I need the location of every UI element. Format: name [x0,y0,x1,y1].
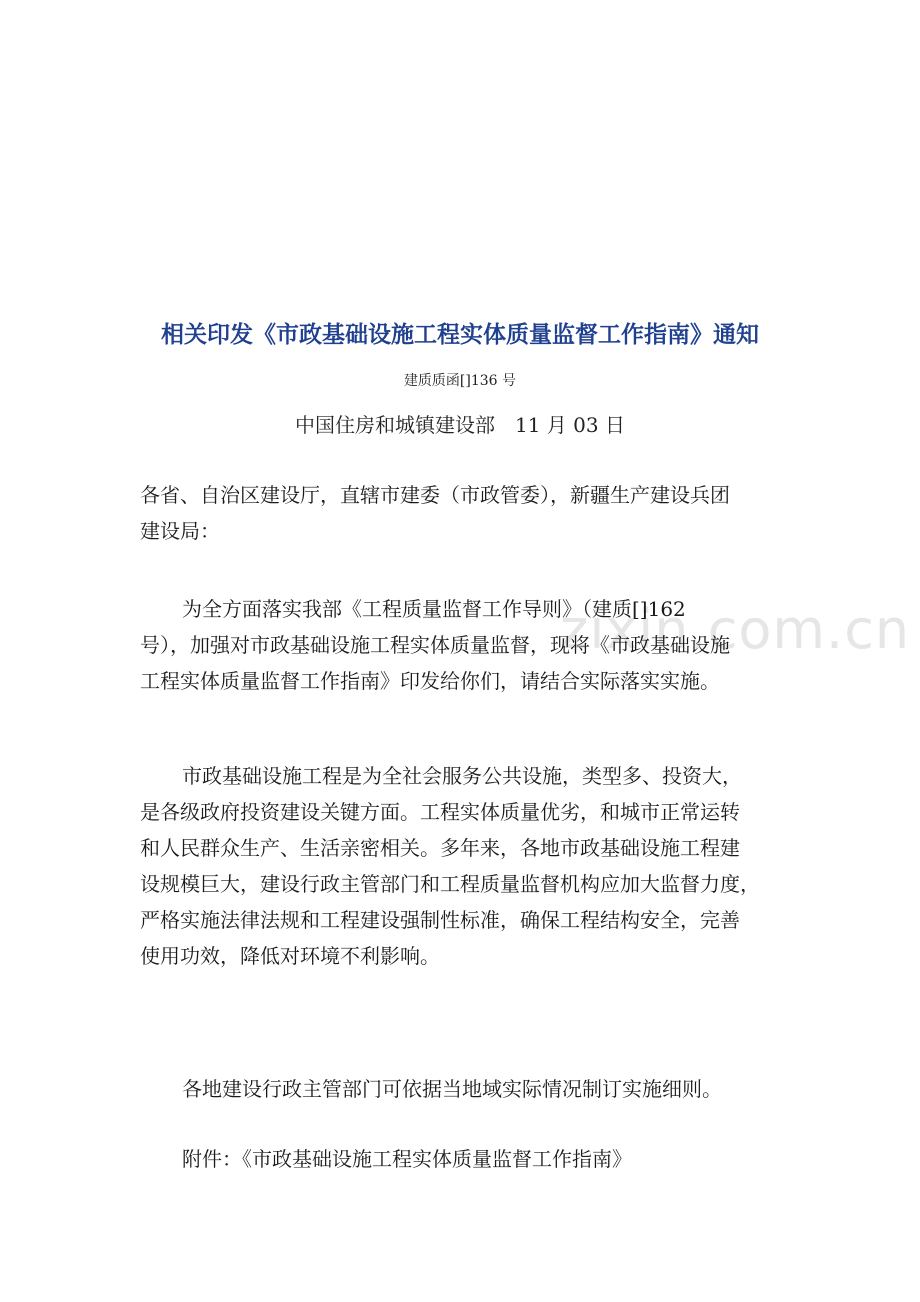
addressee-line: 建设局： [140,519,220,543]
paragraph-line: 严格实施法律法规和工程建设强制性标准，确保工程结构安全，完善 [140,908,740,932]
paragraph-line: 是各级政府投资建设关键方面。工程实体质量优劣，和城市正常运转 [140,800,740,824]
paragraph-line: 使用功效，降低对环境不利影响。 [140,944,440,968]
paragraph-line: 各地建设行政主管部门可依据当地域实际情况制订实施细则。 [182,1077,722,1101]
paragraph-line: 和人民群众生产、生活亲密相关。多年来，各地市政基础设施工程建 [140,836,740,860]
paragraph-3 [140,1071,790,1107]
document-number: 建质质函[]136 号 [403,373,517,389]
document-title: 相关印发《市政基础设施工程实体质量监督工作指南》通知 [161,322,759,348]
paragraph-1 [140,591,790,699]
addressee [140,477,790,549]
attachment [140,1141,790,1177]
paragraph-line: 号），加强对市政基础设施工程实体质量监督，现将《市政基础设施 [140,633,730,657]
paragraph-line: 市政基础设施工程是为全社会服务公共设施，类型多、投资大， [182,764,742,788]
watermark: zixin.com.cn [560,598,911,661]
issuer-date: 中国住房和城镇建设部 11 月 03 日 [295,413,625,437]
paragraph-line: 工程实体质量监督工作指南》印发给你们，请结合实际落实实施。 [140,669,720,693]
paragraph-line: 设规模巨大，建设行政主管部门和工程质量监督机构应加大监督力度， [140,872,760,896]
paragraph-line: 为全方面落实我部《工程质量监督工作导则》（建质[]162 [182,597,686,621]
paragraph-2 [140,758,790,974]
attachment-line: 附件：《市政基础设施工程实体质量监督工作指南》 [182,1147,632,1171]
addressee-line: 各省、自治区建设厅，直辖市建委（市政管委），新疆生产建设兵团 [140,483,730,507]
